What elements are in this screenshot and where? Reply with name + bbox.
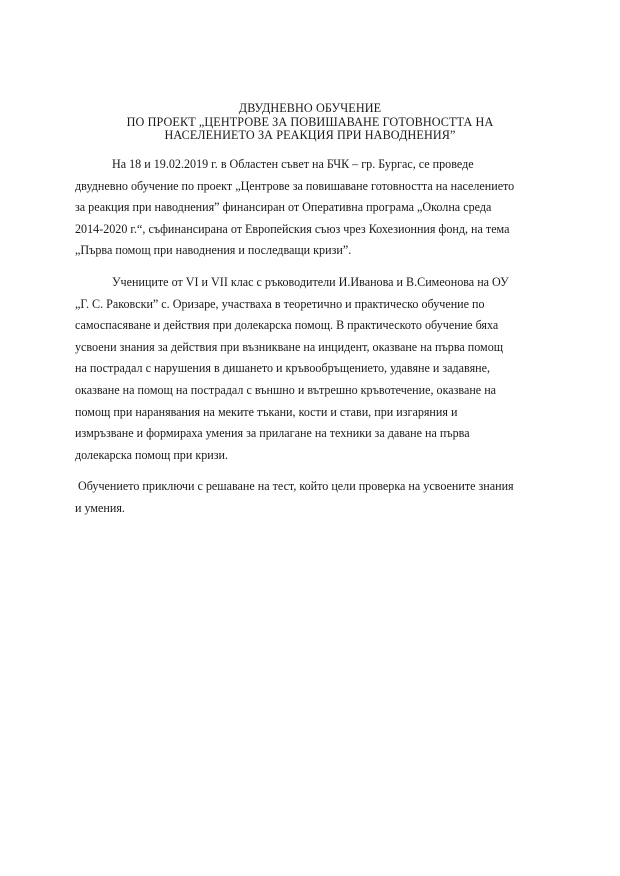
paragraph-conclusion bbox=[75, 476, 547, 519]
paragraph-line: измръзване и формираха умения за прилагане на техники за даване на първа bbox=[75, 426, 470, 441]
paragraph-line: На 18 и 19.02.2019 г. в Областен съвет на БЧК – гр. Бургас, се проведе bbox=[112, 157, 474, 171]
paragraph-line: „Г. С. Раковски” с. Оризаре, участваха в теоретично и практическо обучение по bbox=[75, 296, 485, 311]
paragraph-line: усвоени знания за действия при възникване на инцидент, оказване на първа помощ bbox=[75, 339, 504, 354]
paragraph-line: и умения. bbox=[75, 500, 125, 515]
document-title bbox=[60, 102, 560, 143]
paragraph-line: Учениците от VI и VII клас с ръководители И.Иванова и В.Симеонова на ОУ bbox=[112, 274, 509, 289]
paragraph-spacer bbox=[75, 466, 547, 476]
paragraph-participants bbox=[75, 272, 547, 466]
paragraph-line: на пострадал с нарушения в дишането и кръвообръщението, удавяне и задавяне, bbox=[75, 361, 491, 376]
paragraph-spacer bbox=[75, 262, 547, 272]
paragraph-line: Обучението приключи с решаване на тест, който цели проверка на усвоените знания bbox=[78, 479, 514, 494]
paragraph-line: за реакция при наводнения” финансиран от Оперативна програма „Околна среда bbox=[75, 200, 492, 215]
paragraph-line: самоспасяване и действия при долекарска помощ. В практическото обучение бяха bbox=[75, 318, 499, 333]
title-line: ДВУДНЕВНО ОБУЧЕНИЕ bbox=[238, 101, 382, 115]
paragraph-line: помощ при наранявания на меките тъкани, кости и стави, при изгаряния и bbox=[75, 404, 458, 419]
document-body bbox=[75, 154, 547, 520]
paragraph-line: 2014-2020 г.“, съфинансирана от Европейския съюз чрез Кохезионния фонд, на тема bbox=[75, 221, 510, 236]
paragraph-line: долекарска помощ при кризи. bbox=[75, 447, 229, 462]
paragraph-event-intro bbox=[75, 154, 547, 262]
paragraph-line: двудневно обучение по проект „Центрове за повишаване готовността на населението bbox=[75, 178, 515, 193]
paragraph-line: оказване на помощ на пострадал с външно и вътрешно кръвотечение, оказване на bbox=[75, 382, 497, 397]
paragraph-line: „Първа помощ при наводнения и последващи кризи”. bbox=[75, 243, 352, 258]
title-line: ПО ПРОЕКТ „ЦЕНТРОВЕ ЗА ПОВИШАВАНЕ ГОТОВНОСТТА НА bbox=[126, 114, 494, 129]
title-line: НАСЕЛЕНИЕТО ЗА РЕАКЦИЯ ПРИ НАВОДНЕНИЯ” bbox=[164, 128, 456, 143]
